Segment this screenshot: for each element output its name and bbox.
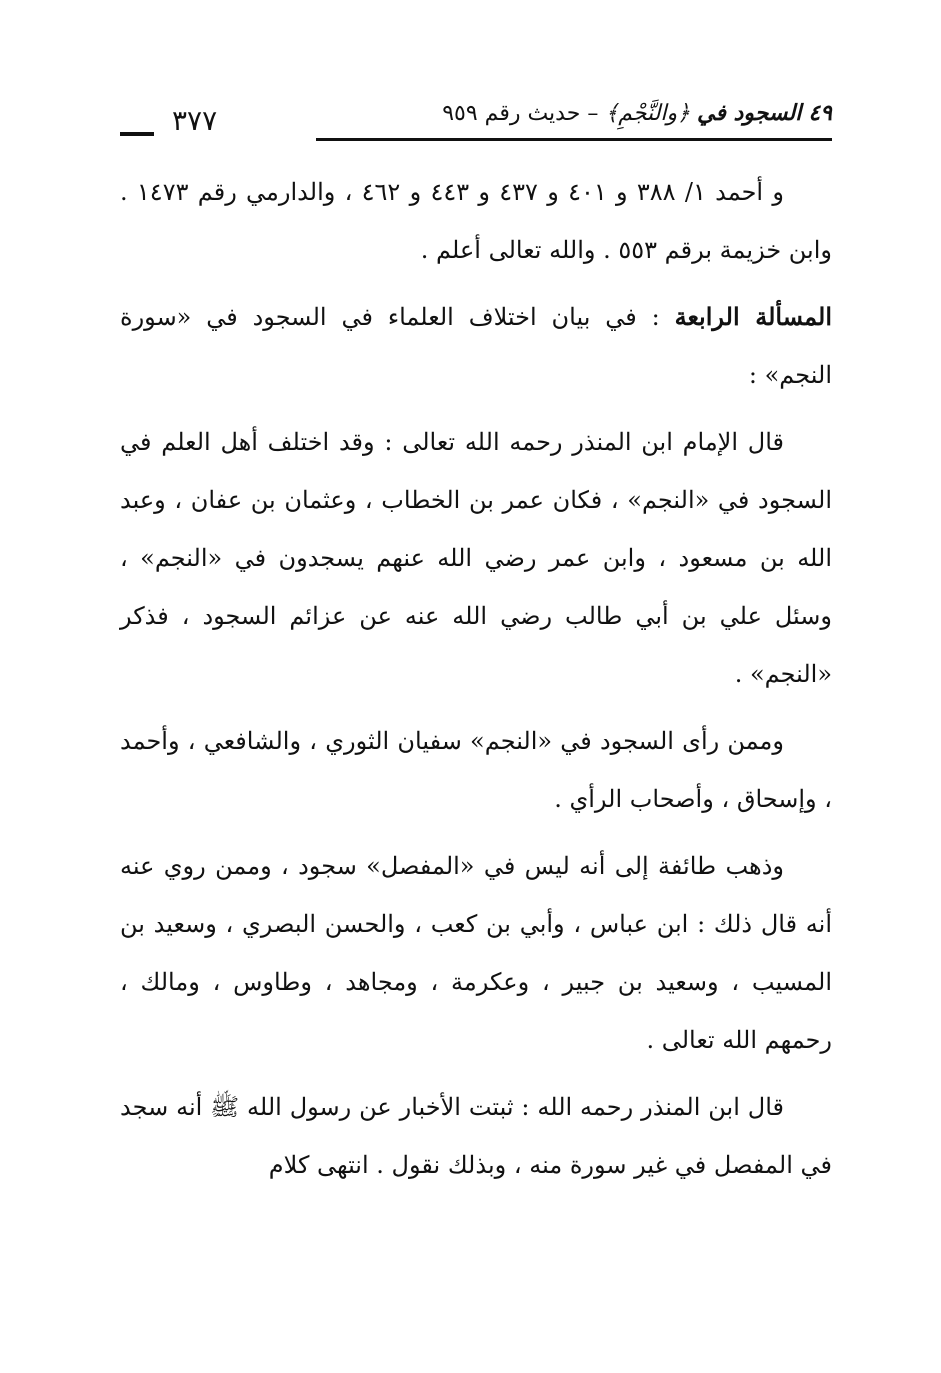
issue-heading: المسألة الرابعة — [674, 302, 832, 331]
paragraph-sujood-view — [120, 712, 832, 828]
page-number-dash — [120, 132, 154, 136]
running-title — [442, 100, 832, 126]
paragraph-ibn-almundhir — [120, 413, 832, 703]
page-number: ٣٧٧ — [172, 104, 218, 137]
body-text — [120, 163, 832, 1194]
paragraph-text: : في بيان اختلاف العلماء في السجود في «سورة النجم» : — [120, 303, 832, 389]
page-header — [120, 92, 832, 140]
chapter-title: السجود في — [697, 100, 802, 126]
paragraph-text: قال الإمام ابن المنذر رحمه الله تعالى : وقد اختلف أهل العلم في السجود في «النجم» ، فكان عمر بن الخطاب ، وعثمان بن عفان ، وعبد الله بن مسعود ، وابن عمر رضي الله عنهم يسجدون في «النجم» ، وسئل علي بن أبي طالب رضي الله عنه عن عزائم السجود ، فذكر «النجم» . — [120, 428, 833, 688]
paragraph-text: و أحمد ١/ ٣٨٨ و ٤٠١ و ٤٣٧ و ٤٤٣ و ٤٦٢ ، والدارمي رقم ١٤٧٣ . وابن خزيمة برقم ٥٥٣ . والله تعالى أعلم . — [120, 178, 832, 264]
surah-name: ﴿والنَّجْمِ﴾ — [605, 101, 691, 126]
paragraph-text: وذهب طائفة إلى أنه ليس في «المفصل» سجود ، وممن روي عنه أنه قال ذلك : ابن عباس ، وأبي بن كعب ، والحسن البصري ، وسعيد بن المسيب ، وسعيد بن جبير ، وعكرمة ، ومجاهد ، وطاوس ، ومالك ، رحمهم الله تعالى . — [120, 852, 832, 1054]
paragraph-text: قال ابن المنذر رحمه الله : ثبتت الأخبار عن رسول الله ﷺ أنه سجد في المفصل في غير سورة منه ، وبذلك نقول . انتهى كلام — [120, 1093, 832, 1179]
paragraph-mufassal-view — [120, 837, 832, 1069]
paragraph-conclusion — [120, 1078, 832, 1194]
chapter-number: ٤٩ — [808, 100, 832, 126]
paragraph-issue-four — [120, 288, 832, 404]
paragraph-text: وممن رأى السجود في «النجم» سفيان الثوري ، والشافعي ، وأحمد ، وإسحاق ، وأصحاب الرأي . — [120, 727, 832, 813]
header-rule — [316, 138, 832, 141]
paragraph-citation — [120, 163, 832, 279]
hadith-reference: – حديث رقم ٩٥٩ — [442, 101, 599, 126]
